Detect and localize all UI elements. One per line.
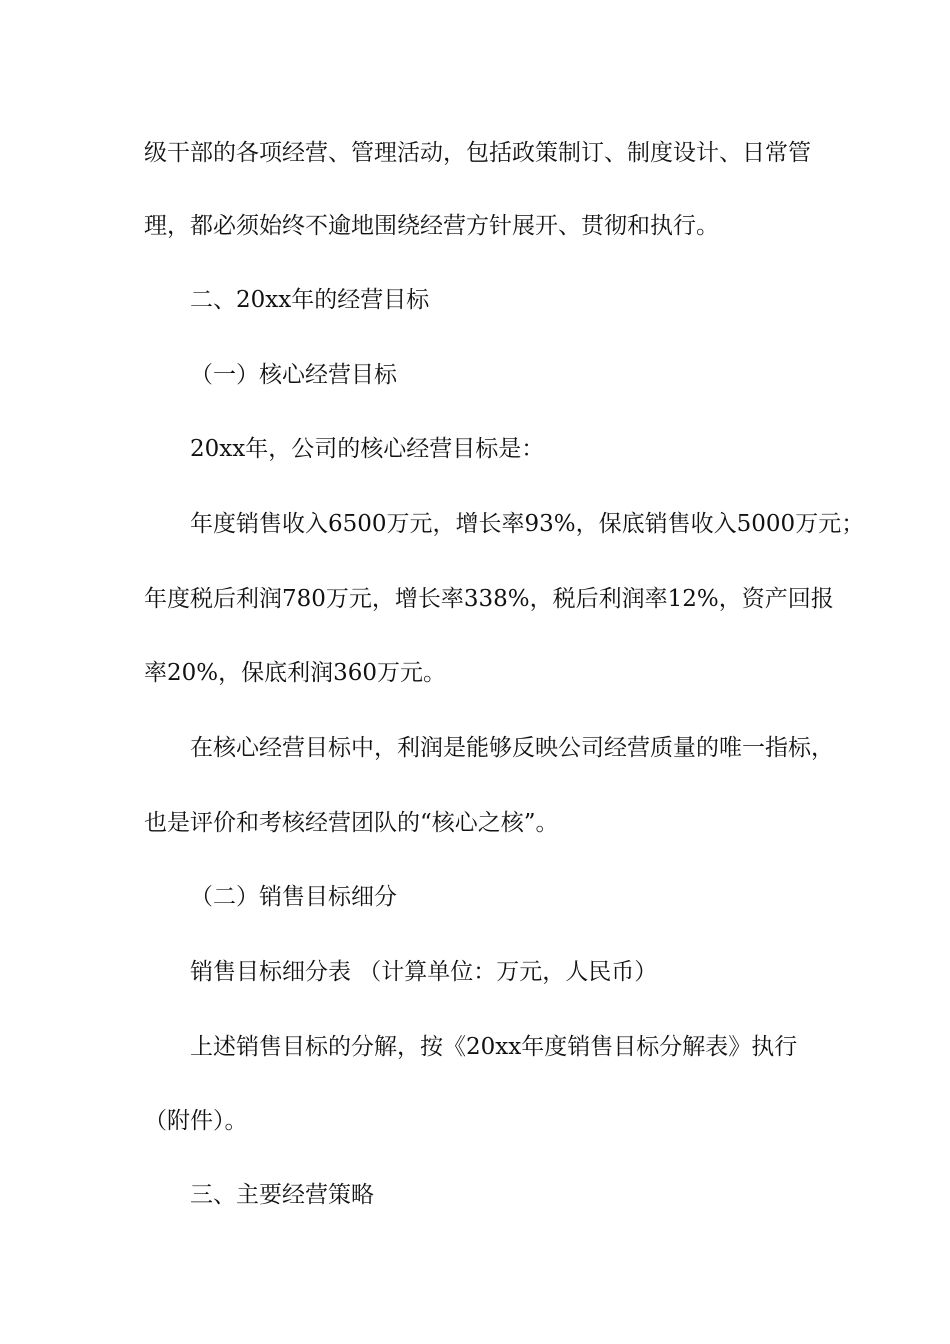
paragraph-line: 上述销售目标的分解，按《20xx年度销售目标分解表》执行 (190, 1034, 798, 1060)
subsection-heading: （一）核心经营目标 (190, 362, 397, 388)
section-heading: 二、20xx年的经营目标 (190, 287, 430, 313)
paragraph-line: 年度销售收入6500万元，增长率93%，保底销售收入5000万元； (190, 511, 865, 537)
table-caption: 销售目标细分表 （计算单位：万元，人民币） (190, 959, 658, 985)
paragraph-line: 理，都必须始终不逾地围绕经营方针展开、贯彻和执行。 (144, 213, 719, 239)
paragraph-line: 级干部的各项经营、管理活动，包括政策制订、制度设计、日常管 (144, 140, 811, 166)
section-heading: 三、主要经营策略 (190, 1182, 374, 1208)
paragraph-line: 20xx年，公司的核心经营目标是： (190, 436, 545, 462)
paragraph-line: 率20%，保底利润360万元。 (144, 660, 447, 686)
paragraph-line: 年度税后利润780万元，增长率338%，税后利润率12%，资产回报 (144, 586, 834, 612)
paragraph-line: （附件）。 (144, 1108, 248, 1134)
subsection-heading: （二）销售目标细分 (190, 884, 397, 910)
paragraph-line: 也是评价和考核经营团队的“核心之核”。 (144, 810, 559, 836)
paragraph-line: 在核心经营目标中，利润是能够反映公司经营质量的唯一指标， (190, 735, 834, 761)
